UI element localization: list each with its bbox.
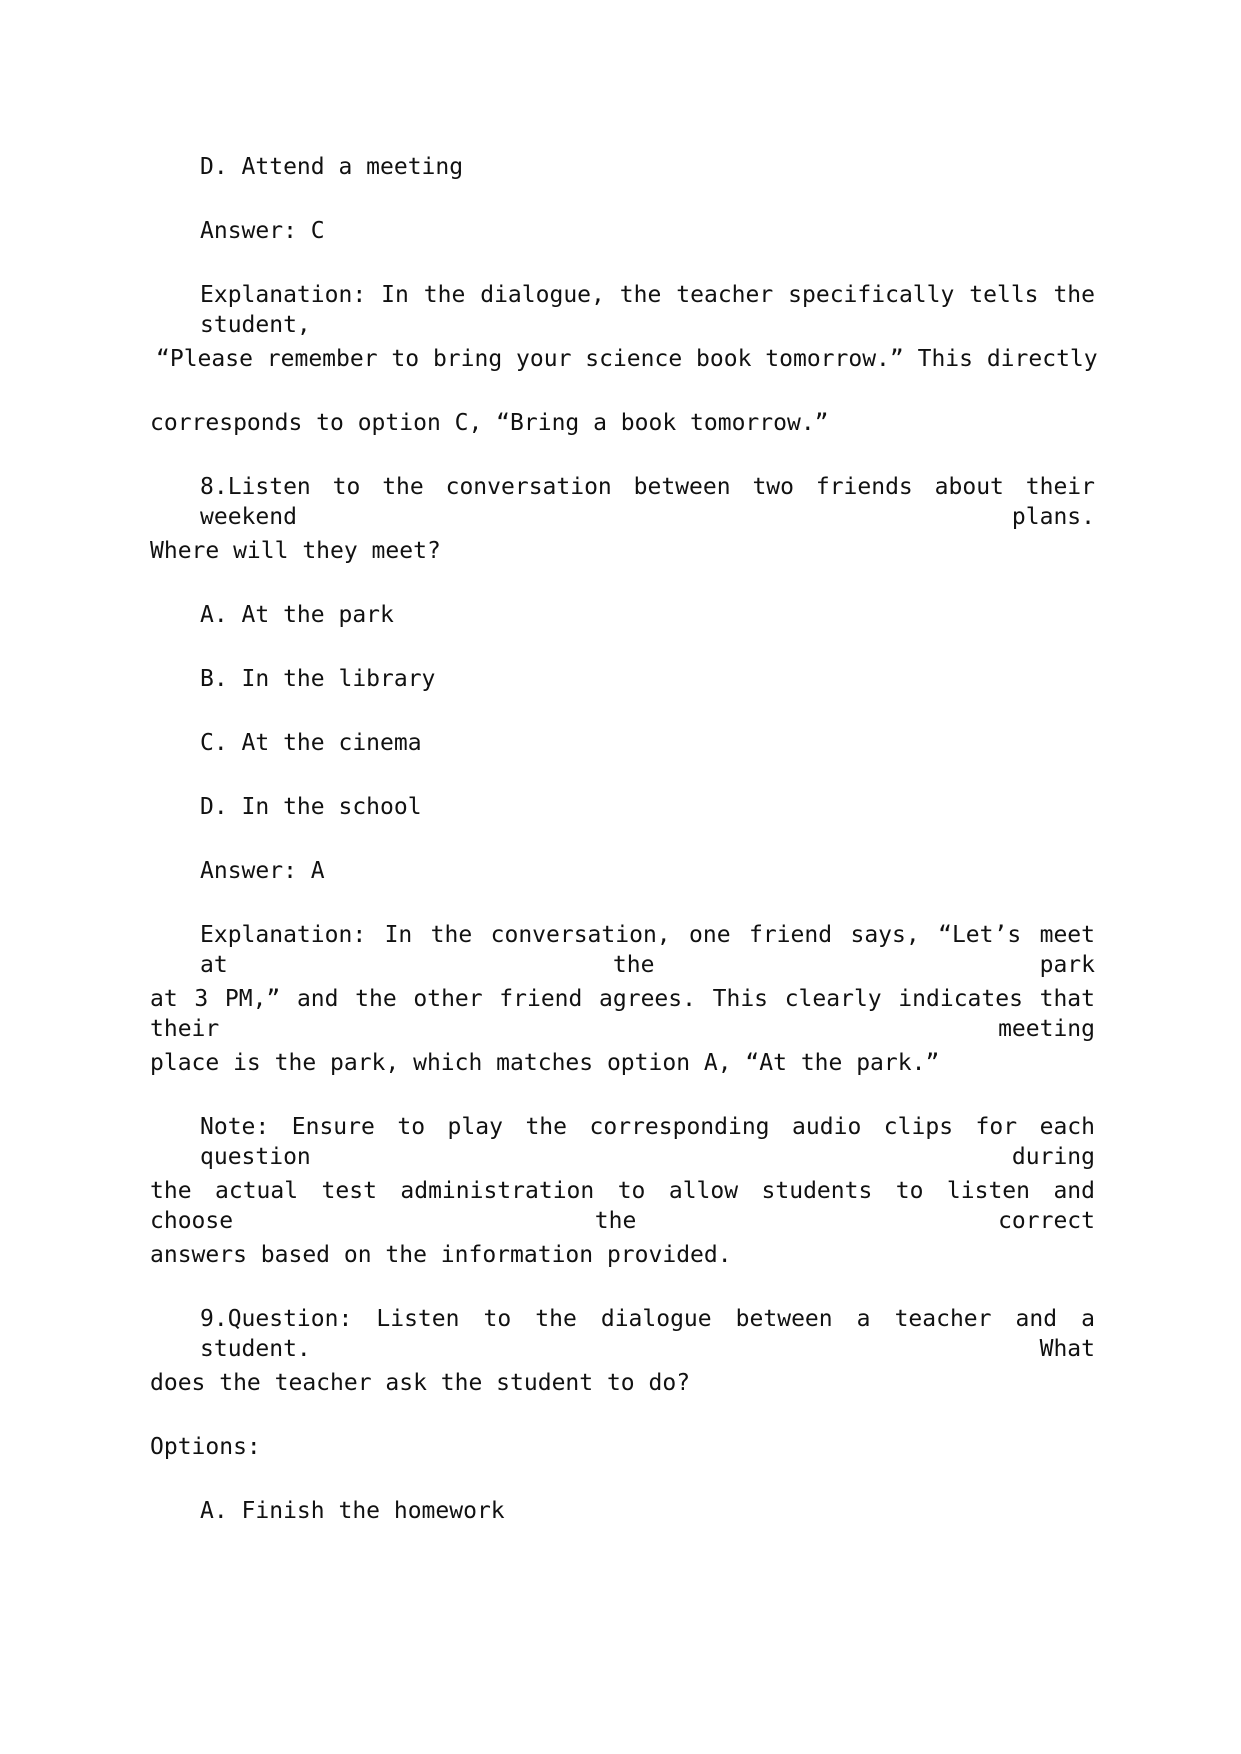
q7-explanation-line-3: corresponds to option C, “Bring a book tomorrow.” — [150, 410, 829, 436]
q9-question-line-1: 9.Question: Listen to the dialogue between a teacher and a student. What — [200, 1306, 1095, 1362]
q8-option-b: B. In the library — [200, 666, 436, 692]
q8-explanation-line-3: place is the park, which matches option A, “At the park.” — [150, 1050, 940, 1076]
note-line-3: answers based on the information provided. — [150, 1242, 732, 1268]
q8-option-c: C. At the cinema — [200, 730, 422, 756]
q7-option-d: D. Attend a meeting — [200, 154, 464, 180]
q7-explanation-line-2: “Please remember to bring your science book tomorrow.” This directly — [156, 346, 1098, 372]
q7-explanation-line-1: Explanation: In the dialogue, the teacher specifically tells the student, — [200, 282, 1095, 338]
q9-options-label: Options: — [150, 1434, 261, 1460]
q8-question-line-2: Where will they meet? — [150, 538, 441, 564]
q9-question-line-2: does the teacher ask the student to do? — [150, 1370, 691, 1396]
q9-option-a: A. Finish the homework — [200, 1498, 505, 1524]
q7-answer: Answer: C — [200, 218, 325, 244]
note-line-2: the actual test administration to allow students to listen and choose the correct — [150, 1178, 1095, 1234]
q8-explanation-line-2: at 3 PM,” and the other friend agrees. This clearly indicates that their meeting — [150, 986, 1095, 1042]
q8-question-line-1: 8.Listen to the conversation between two friends about their weekend plans. — [200, 474, 1095, 530]
q8-option-a: A. At the park — [200, 602, 394, 628]
q8-explanation-line-1: Explanation: In the conversation, one friend says, “Let’s meet at the park — [200, 922, 1095, 978]
q8-option-d: D. In the school — [200, 794, 422, 820]
note-line-1: Note: Ensure to play the corresponding audio clips for each question during — [200, 1114, 1095, 1170]
q8-answer: Answer: A — [200, 858, 325, 884]
